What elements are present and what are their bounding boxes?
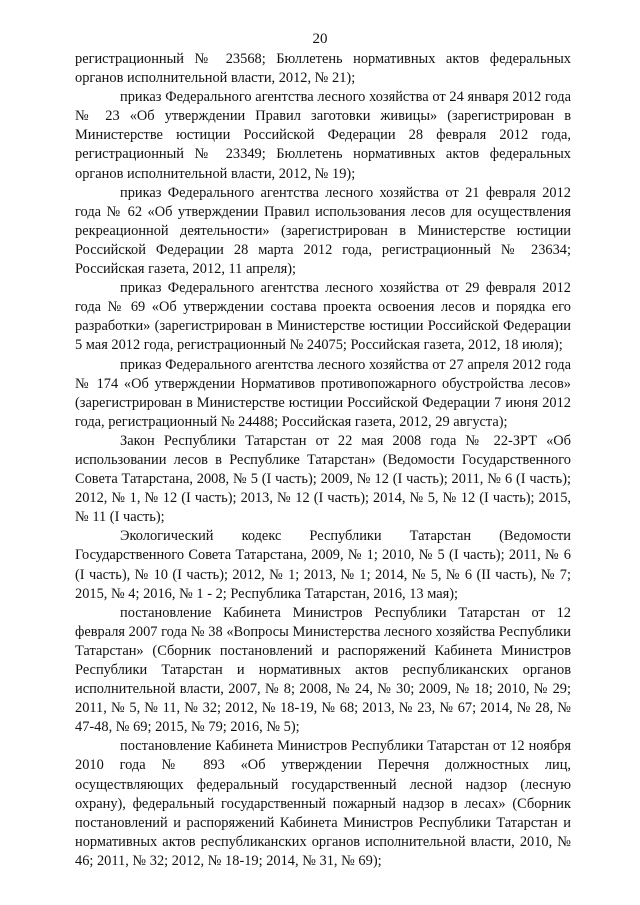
paragraph-law-22-zrt: Закон Республики Татарстан от 22 мая 2008 года № 22-ЗРТ «Об использовании лесов в Республике Татарстан» (Ведомости Государственного Совета Татарстана, 2008, № 5 (I часть); 2009, № 12 (I часть); 2011, № 6 (I часть); 2012, № 1, № 12 (I часть); 2013, № 12 (I часть); 2014, № 5, № 12 (I часть); 2015, № 11 (I часть); [75, 432, 571, 526]
paragraph-order-23: приказ Федерального агентства лесного хозяйства от 24 января 2012 года № 23 «Об утверждении Правил заготовки живицы» (зарегистрирован в Министерстве юстиции Российской Федерации 28 февраля 2012 года, регистрационный № 23349; Бюллетень нормативных актов федеральных органов исполнительной власти, 2012, № 19); [75, 89, 571, 182]
document-body [75, 50, 571, 871]
paragraph-order-174: приказ Федерального агентства лесного хозяйства от 27 апреля 2012 года № 174 «Об утверждении Нормативов противопожарного обустройства лесов» (зарегистрирован в Министерстве юстиции Российской Федерации 7 июня 2012 года, регистрационный № 24488; Российская газета, 2012, 29 августа); [75, 356, 571, 430]
page-number: 20 [312, 31, 328, 47]
paragraph-resolution-38: постановление Кабинета Министров Республики Татарстан от 12 февраля 2007 года № 38 «Вопросы Министерства лесного хозяйства Республики Татарстан» (Сборник постановлений и распоряжений Кабинета Министров Республики Татарстан и нормативных актов республиканских органов исполнительной власти, 2007, № 8; 2008, № 24, № 30; 2009, № 18; 2010, № 29; 2011, № 5, № 11, № 32; 2012, № 18-19, № 68; 2013, № 23, № 67; 2014, № 28, № 47-48, № 69; 2015, № 79; 2016, № 5); [75, 604, 571, 736]
paragraph-continuation: регистрационный № 23568; Бюллетень нормативных актов федеральных органов исполнительной власти, 2012, № 21); [75, 51, 571, 87]
paragraph-resolution-893: постановление Кабинета Министров Республики Татарстан от 12 ноября 2010 года № 893 «Об утверждении Перечня должностных лиц, осуществляющих федеральный государственный лесной надзор (лесную охрану), федеральный государственный пожарный надзор в лесах» (Сборник постановлений и распоряжений Кабинета Министров Республики Татарстан и нормативных актов республиканских органов исполнительной власти, 2010, № 46; 2011, № 32; 2012, № 18-19; 2014, № 31, № 69); [75, 738, 571, 869]
paragraph-ecological-code: Экологический кодекс Республики Татарстан (Ведомости Государственного Совета Татарстана, 2009, № 1; 2010, № 5 (I часть); 2011, № 6 (I часть), № 10 (I часть); 2012, № 1; 2013, № 1; 2014, № 5, № 6 (II часть), № 7; 2015, № 4; 2016, № 1 - 2; Республика Татарстан, 2016, 13 мая); [75, 528, 571, 602]
paragraph-order-62: приказ Федерального агентства лесного хозяйства от 21 февраля 2012 года № 62 «Об утверждении Правил использования лесов для осуществления рекреационной деятельности» (зарегистрирован в Министерстве юстиции Российской Федерации 28 марта 2012 года, регистрационный № 23634; Российская газета, 2012, 11 апреля); [75, 184, 571, 278]
paragraph-order-69: приказ Федерального агентства лесного хозяйства от 29 февраля 2012 года № 69 «Об утверждении состава проекта освоения лесов и порядка его разработки» (зарегистрирован в Министерстве юстиции Российской Федерации 5 мая 2012 года, регистрационный № 24075; Российская газета, 2012, 18 июля); [75, 280, 571, 354]
